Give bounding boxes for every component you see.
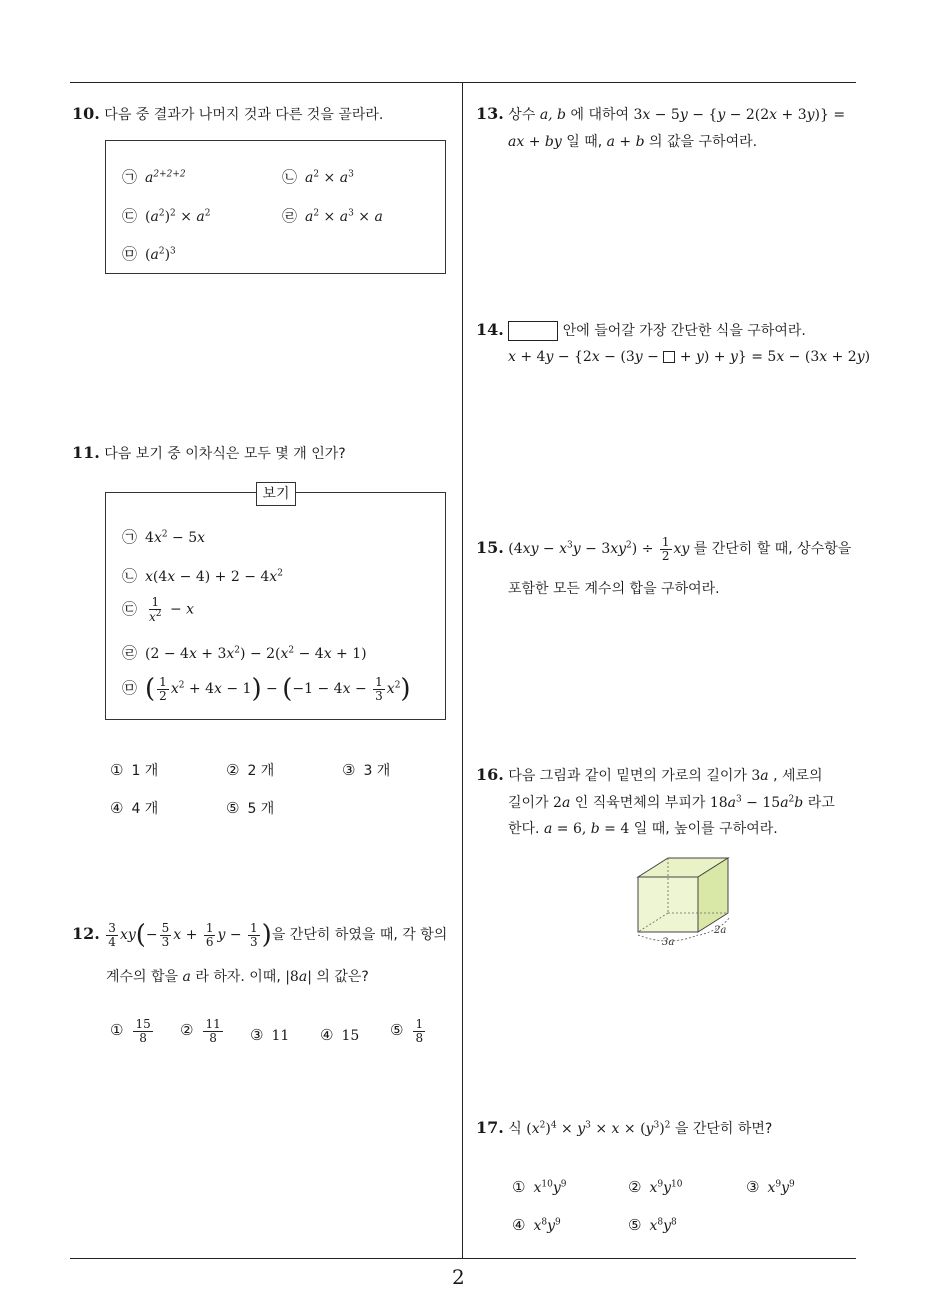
item-11-1: ㉠ $4x^2 - 5x$	[122, 528, 206, 546]
question-17: 17. 식 $(x^2)^4 \times y^3 \times x \times (y^3)^2$ 을 간단히 하면?	[476, 1118, 773, 1137]
option-11-3[interactable]: ③ 3 개	[342, 761, 391, 779]
depth-label: 2a	[714, 925, 727, 936]
question-number: 17.	[476, 1118, 504, 1137]
option-12-3[interactable]: ③ 11	[250, 1026, 290, 1044]
question-16-line3: 한다. a = 6, b = 4 일 때, 높이를 구하여라.	[508, 821, 778, 837]
question-number: 16.	[476, 765, 504, 784]
bogi-label: 보기	[256, 482, 296, 506]
question-number: 15.	[476, 538, 504, 558]
question-15-line2: 포함한 모든 계수의 합을 구하여라.	[508, 581, 720, 597]
option-12-4[interactable]: ④ 15	[320, 1026, 360, 1044]
answer-blank	[508, 321, 558, 341]
question-16: 16. 다음 그림과 같이 밑면의 가로의 길이가 3a , 세로의	[476, 765, 823, 784]
option-11-5[interactable]: ⑤ 5 개	[226, 799, 275, 817]
option-11-1[interactable]: ① 1 개	[110, 761, 159, 779]
question-13: 13. 상수 a, b 에 대하여 3x − 5y − {y − 2(2x + 3y)} =	[476, 104, 846, 123]
option-12-1[interactable]: ① $\frac{15}{8}$	[110, 1017, 151, 1045]
option-17-4[interactable]: ④ $x^8y^9$	[512, 1216, 561, 1234]
question-10	[72, 104, 383, 124]
option-12-5[interactable]: ⑤ $\frac{1}{8}$	[390, 1017, 424, 1045]
item-11-4: ㉣ $(2 - 4x + 3x^2) - 2(x^2 - 4x + 1)$	[122, 644, 367, 662]
option-17-3[interactable]: ③ $x^9y^9$	[746, 1178, 795, 1196]
item-11-5: ㉤ ( $\frac{1}{2}$ $x^2 + 4x - 1) - (-1 - 4x$ − $\frac{1}{3}$ $x^2$)	[122, 674, 411, 704]
item-11-3: ㉢ $\frac{1}{x^2}$ − x	[122, 595, 195, 624]
top-rule	[70, 82, 856, 83]
question-text: 다음 보기 중 이차식은 모두 몇 개 인가?	[104, 446, 346, 462]
choice-10-1[interactable]: ㉠ $a^{2+2+2}$	[122, 168, 186, 186]
cuboid-figure	[630, 855, 740, 950]
option-17-1[interactable]: ① $x^{10}y^9$	[512, 1178, 567, 1196]
question-text: 다음 중 결과가 나머지 것과 다른 것을 골라라.	[104, 107, 384, 123]
question-14-equation: x + 4y − {2x − (3y − + y) + y} = 5x − (3x + 2y)	[508, 349, 871, 365]
question-number: 14.	[476, 320, 504, 339]
option-12-2[interactable]: ② $\frac{11}{8}$	[180, 1017, 221, 1045]
question-13-line2: ax + by 일 때, a + b 의 값을 구하여라.	[508, 134, 758, 150]
page-number: 2	[452, 1265, 465, 1289]
question-11	[72, 443, 346, 463]
question-14: 14. 안에 들어갈 가장 간단한 식을 구하여라.	[476, 320, 806, 339]
option-17-5[interactable]: ⑤ $x^8y^8$	[628, 1216, 677, 1234]
option-11-2[interactable]: ② 2 개	[226, 761, 275, 779]
question-number: 10.	[72, 104, 100, 123]
option-17-2[interactable]: ② $x^9y^{10}$	[628, 1178, 683, 1196]
choice-10-3[interactable]: ㉢ $(a^2)^2 \times a^2$	[122, 207, 211, 225]
question-12: 12. $\frac{3}{4}$ xy(− $\frac{5}{3}$ x + $\frac{1}{6}$ y − $\frac{1}{3}$ )을 간단히 하였을 때, 각 항의	[72, 920, 448, 950]
item-11-2: ㉡ $x(4x - 4) + 2 - 4x^2$	[122, 567, 283, 585]
column-divider	[462, 82, 463, 1259]
question-15: 15. $(4xy - x^3y - 3xy^2)$ ÷ $\frac{1}{2}$ xy 를 간단히 할 때, 상수항을	[476, 535, 852, 563]
question-16-line2: 길이가 2a 인 직육면체의 부피가 $18a^3 - 15a^2b$ 라고	[508, 794, 835, 811]
width-label: 3a	[662, 937, 675, 948]
choice-10-2[interactable]: ㉡ $a^2 \times a^3$	[282, 168, 354, 186]
choice-10-4[interactable]: ㉣ $a^2 \times a^3 \times a$	[282, 207, 383, 225]
choice-10-5[interactable]: ㉤ $(a^2)^3$	[122, 245, 176, 263]
option-11-4[interactable]: ④ 4 개	[110, 799, 159, 817]
question-12-line2: 계수의 합을 a 라 하자. 이때, |8a| 의 값은?	[106, 969, 369, 985]
question-number: 12.	[72, 924, 100, 943]
bottom-rule	[70, 1258, 856, 1259]
question-number: 13.	[476, 104, 504, 123]
question-number: 11.	[72, 443, 100, 462]
